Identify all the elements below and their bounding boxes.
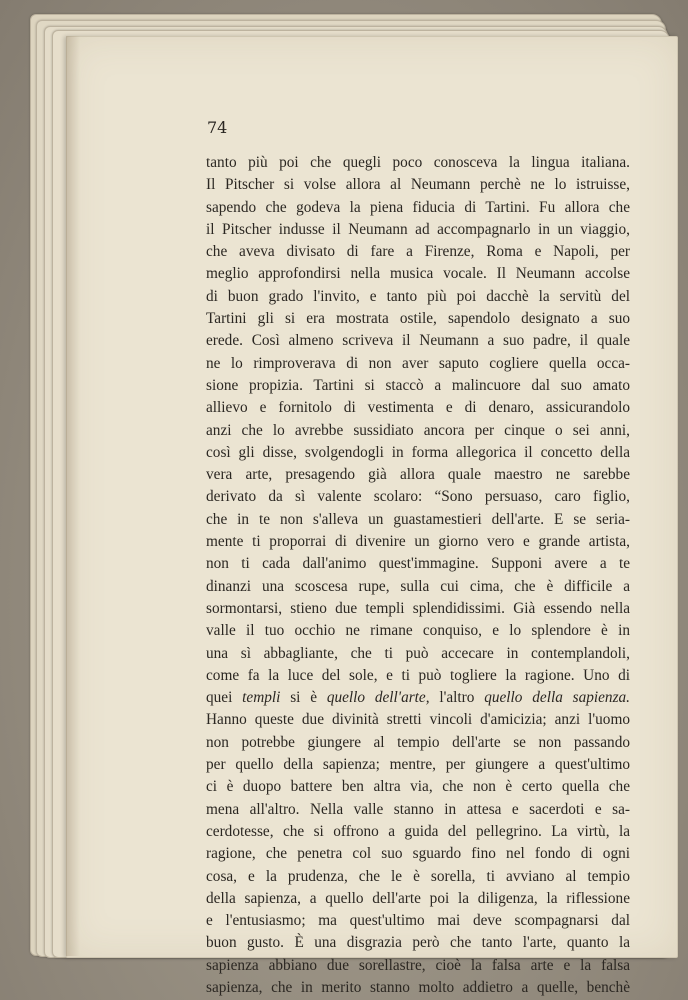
- text-line: Il Pitscher si volse allora al Neumann perchè ne lo istruisse,: [206, 176, 630, 194]
- text-line: così gli disse, svolgendogli in forma allegorica il concetto della: [206, 443, 630, 461]
- text-line: della sapienza, a quello dell'arte poi la diligenza, la riflessione: [206, 889, 630, 907]
- text-line: e l'entusiasmo; ma quest'ultimo mai deve scompagnarsi dal: [206, 912, 630, 930]
- text-line: non potrebbe giungere al tempio dell'arte se non passando: [206, 733, 630, 751]
- text-run: quei: [206, 689, 233, 707]
- text-line: mente ti proporrai di divenire un giorno vero e grande artista,: [206, 533, 630, 551]
- body-text: [206, 152, 630, 999]
- text-line-italic-mixed: [206, 687, 630, 709]
- italic-run: templi: [242, 689, 281, 707]
- text-line: allievo e fornitolo di vestimenta e di denaro, assicurandolo: [206, 399, 630, 417]
- text-line: erede. Così almeno scriveva il Neumann a suo padre, il quale: [206, 332, 630, 350]
- text-line: cosa, e la prudenza, che le è sorella, ti avviano al tempio: [206, 867, 630, 885]
- text-line: sapendo che godeva la piena fiducia di Tartini. Fu allora che: [206, 198, 630, 216]
- text-line: di buon grado l'invito, e tanto più poi dacchè la servitù del: [206, 287, 630, 305]
- text-line: ne lo rimproverava di non aver saputo cogliere quella occa-: [206, 354, 630, 372]
- text-line: derivato da sì valente scolaro: “Sono persuaso, caro figlio,: [206, 488, 630, 506]
- text-line: valle il tuo occhio ne rimane conquiso, e lo splendore è in: [206, 622, 630, 640]
- text-line: ci è duopo battere ben altra via, che non è certo quella che: [206, 778, 630, 796]
- text-line: Tartini gli si era mostrata ostile, sapendolo designato a suo: [206, 310, 630, 328]
- text-line: come fa la luce del sole, e ti può togliere la ragione. Uno di: [206, 666, 630, 684]
- italic-run: quello dell'arte,: [326, 689, 430, 707]
- text-line: per quello della sapienza; mentre, per giungere a quest'ultimo: [206, 756, 630, 774]
- text-run: si è: [290, 689, 318, 707]
- italic-run: quello della sapienza.: [484, 689, 630, 707]
- text-line: ragione, che penetra col suo sguardo fino nel fondo di ogni: [206, 845, 630, 863]
- text-run: l'altro: [439, 689, 475, 707]
- text-line: il Pitscher indusse il Neumann ad accompagnarlo in un viaggio,: [206, 220, 630, 238]
- text-line: una sì abbagliante, che ti può accecare in contemplandoli,: [206, 644, 630, 662]
- text-line: meglio approfondirsi nella musica vocale. Il Neumann accolse: [206, 265, 630, 283]
- text-line: Hanno queste due divinità stretti vincoli d'amicizia; anzi l'uomo: [206, 711, 630, 729]
- text-line: cerdotesse, che si offrono a guida del pellegrino. La virtù, la: [206, 822, 630, 840]
- text-line: vera arte, presagendo già allora quale maestro ne sarebbe: [206, 466, 630, 484]
- text-line: sapienza abbiano due sorellastre, cioè la falsa arte e la falsa: [206, 956, 630, 974]
- text-line: mena all'altro. Nella valle stanno in attesa e sacerdoti e sa-: [206, 800, 630, 818]
- text-line: sormontarsi, stieno due templi splendidissimi. Già essendo nella: [206, 599, 630, 617]
- text-line: buon gusto. È una disgrazia però che tanto l'arte, quanto la: [206, 934, 630, 952]
- text-line: non ti cada dall'animo quest'immagine. Supponi avere a te: [206, 555, 630, 573]
- text-line: tanto più poi che quegli poco conosceva la lingua italiana.: [206, 154, 630, 171]
- spine-shadow: [66, 36, 80, 956]
- text-line: anzi che lo avrebbe sussidiato ancora per cinque o sei anni,: [206, 421, 630, 439]
- text-line: sapienza, che in merito stanno molto addietro a quelle, benchè: [206, 978, 630, 996]
- text-line: che in te non s'alleva un guastamestieri dell'arte. E se seria-: [206, 510, 630, 528]
- page-number: 74: [207, 118, 228, 137]
- text-line: dinanzi una scoscesa rupe, sulla cui cima, che è difficile a: [206, 577, 630, 595]
- text-line: che aveva divisato di fare a Firenze, Roma e Napoli, per: [206, 243, 630, 261]
- text-line: sione propizia. Tartini si staccò a malincuore dal suo amato: [206, 376, 630, 394]
